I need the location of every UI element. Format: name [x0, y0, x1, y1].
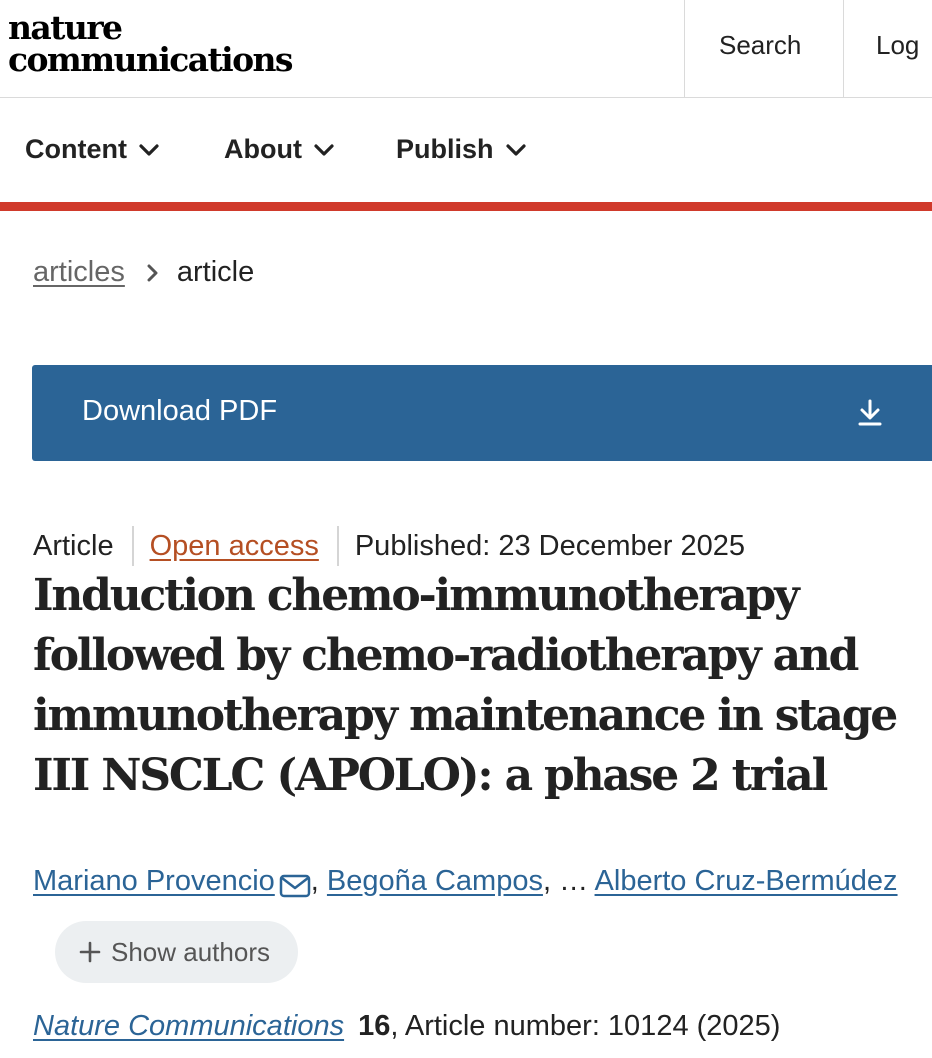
download-pdf-button[interactable] [32, 365, 932, 461]
nav-publish-label: Publish [396, 134, 494, 164]
nav-about-label: About [224, 134, 302, 164]
author-link-provencio[interactable]: Mariano Provencio [33, 865, 275, 897]
show-authors-button[interactable] [55, 921, 298, 983]
article-meta [33, 526, 745, 566]
open-access-link[interactable]: Open access [149, 529, 319, 562]
breadcrumb-articles-link[interactable]: articles [33, 256, 125, 288]
login-link[interactable]: Log [876, 30, 920, 60]
article-number: , Article number: 10124 (2025) [390, 1010, 781, 1042]
meta-divider [132, 526, 134, 566]
journal-link[interactable]: Nature Communications [33, 1010, 345, 1042]
article-title: Induction chemo-immunotherapy followed by chemo-radiotherapy and immunotherapy maintenance in stage III NSCLC (APOLO): a phase 2 trial [33, 570, 897, 801]
main-nav [0, 98, 932, 202]
citation-line [33, 1010, 780, 1043]
meta-divider [337, 526, 339, 566]
breadcrumb-current: article [176, 256, 255, 288]
author-list: Mariano Provencio , Begoña Campos, … Alberto Cruz-Bermúdez Show authors [33, 848, 913, 988]
chevron-right-icon [147, 263, 159, 283]
mail-icon[interactable] [279, 856, 311, 922]
published-date: Published: 23 December 2025 [354, 529, 745, 562]
chevron-down-icon [139, 143, 159, 157]
chevron-down-icon [314, 143, 334, 157]
download-pdf-label: Download PDF [82, 395, 278, 427]
plus-icon [79, 941, 101, 963]
volume-number: 16 [358, 1010, 391, 1042]
chevron-down-icon [506, 143, 526, 157]
header-divider [843, 0, 844, 98]
header-divider [684, 0, 685, 98]
site-logo[interactable] [8, 8, 292, 79]
site-header [0, 0, 932, 98]
download-icon [858, 399, 882, 427]
search-link[interactable]: Search [719, 30, 802, 60]
nav-accent-bar [0, 202, 932, 211]
show-authors-label: Show authors [111, 937, 270, 968]
nav-content-menu[interactable] [25, 134, 159, 165]
nav-content-label: Content [25, 134, 127, 164]
nav-about-menu[interactable] [224, 134, 334, 165]
author-link-cruz-bermudez[interactable]: Alberto Cruz-Bermúdez [594, 865, 898, 897]
nav-publish-menu[interactable] [396, 134, 526, 165]
article-type: Article [33, 529, 114, 562]
author-link-campos[interactable]: Begoña Campos [326, 865, 543, 897]
breadcrumb [33, 256, 254, 289]
author-ellipsis: … [559, 865, 589, 897]
logo-line-1: nature [8, 8, 122, 47]
logo-line-2: communications [8, 40, 292, 79]
